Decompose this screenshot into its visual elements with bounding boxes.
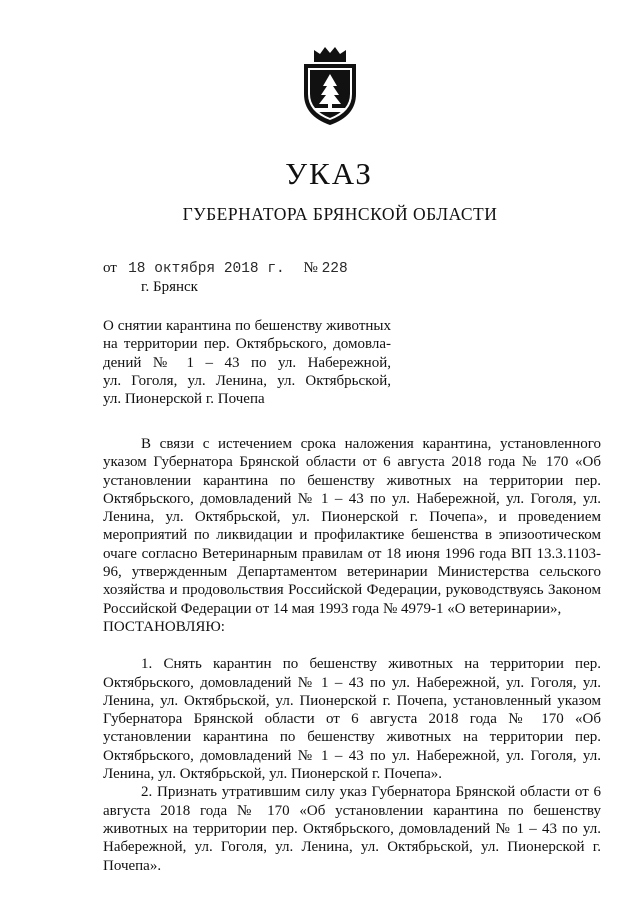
- item-2-paragraph: 2. Признать утратившим силу указ Губернатора Брянской области от 6 августа 2018 года № 170 «Об установлении карантина по бешенству животных на территории пер. Октябрьского, домовладений № 1 – 43 по ул. Набережной, ул. Гоголя, ул. Ленина, ул. Октябрьской, ул. Пионерской г. Почепа».: [103, 784, 601, 874]
- subject-line: дений № 1 – 43 по ул. Набережной,: [103, 354, 391, 371]
- subject-line: на территории пер. Октябрьского, домовла-: [103, 336, 391, 353]
- subject-line: ул. Гоголя, ул. Ленина, ул. Октябрьской,: [103, 372, 391, 389]
- document-title: УКАЗ: [285, 156, 373, 191]
- document-issuer: ГУБЕРНАТОРА БРЯНСКОЙ ОБЛАСТИ: [182, 204, 498, 224]
- decree-word: ПОСТАНОВЛЯЮ:: [103, 618, 225, 635]
- preamble-paragraph: В связи с истечением срока наложения карантина, установленного указом Губернатора Брянской области от 6 августа 2018 года № 170 «Об установлении карантина по бешенству животных на территории пер. Октябрьского, домовладений № 1 – 43 по ул. Набережной, ул. Гоголя, ул. Ленина, ул. Октябрьской, ул. Пионерской г. Почепа», и проведением мероприятий по ликвидации и профилактике бешенства в эпизоотическом очаге согласно Ветеринарным правилам от 18 июня 1996 года ВП 13.3.1103-96, утвержденным Департаментом ветеринарии Министерства сельского хозяйства и продовольствия Российской Федерации, руководствуясь Законом Российской Федерации от 14 мая 1993 года № 4979-1 «О ветеринарии»,: [103, 436, 601, 617]
- subject-line: ул. Пионерской г. Почепа: [103, 391, 265, 408]
- date-prefix: от: [103, 260, 117, 276]
- subject-heading: [103, 317, 391, 408]
- subject-line: О снятии карантина по бешенству животных: [103, 318, 391, 334]
- city: г. Брянск: [141, 279, 198, 295]
- item-1-paragraph: 1. Снять карантин по бешенству животных на территории пер. Октябрьского, домовладений № 1 – 43 по ул. Набережной, ул. Гоголя, ул. Ленина, ул. Октябрьской, ул. Пионерской г. Почепа, установленный указом Губернатора Брянской области от 6 августа 2018 года № 170 «Об установлении карантина по бешенству животных на территории пер. Октябрьского, домовладений № 1 – 43 по ул. Набережной, ул. Гоголя, ул. Ленина, ул. Октябрьской, ул. Пионерской г. Почепа».: [103, 656, 601, 783]
- coat-of-arms-icon: [299, 44, 361, 128]
- date-value: 18 октября 2018 г.: [128, 261, 285, 277]
- number-prefix: №: [303, 260, 318, 276]
- date-line: [103, 260, 348, 277]
- number-value: 228: [321, 261, 348, 277]
- document-body: [103, 435, 601, 875]
